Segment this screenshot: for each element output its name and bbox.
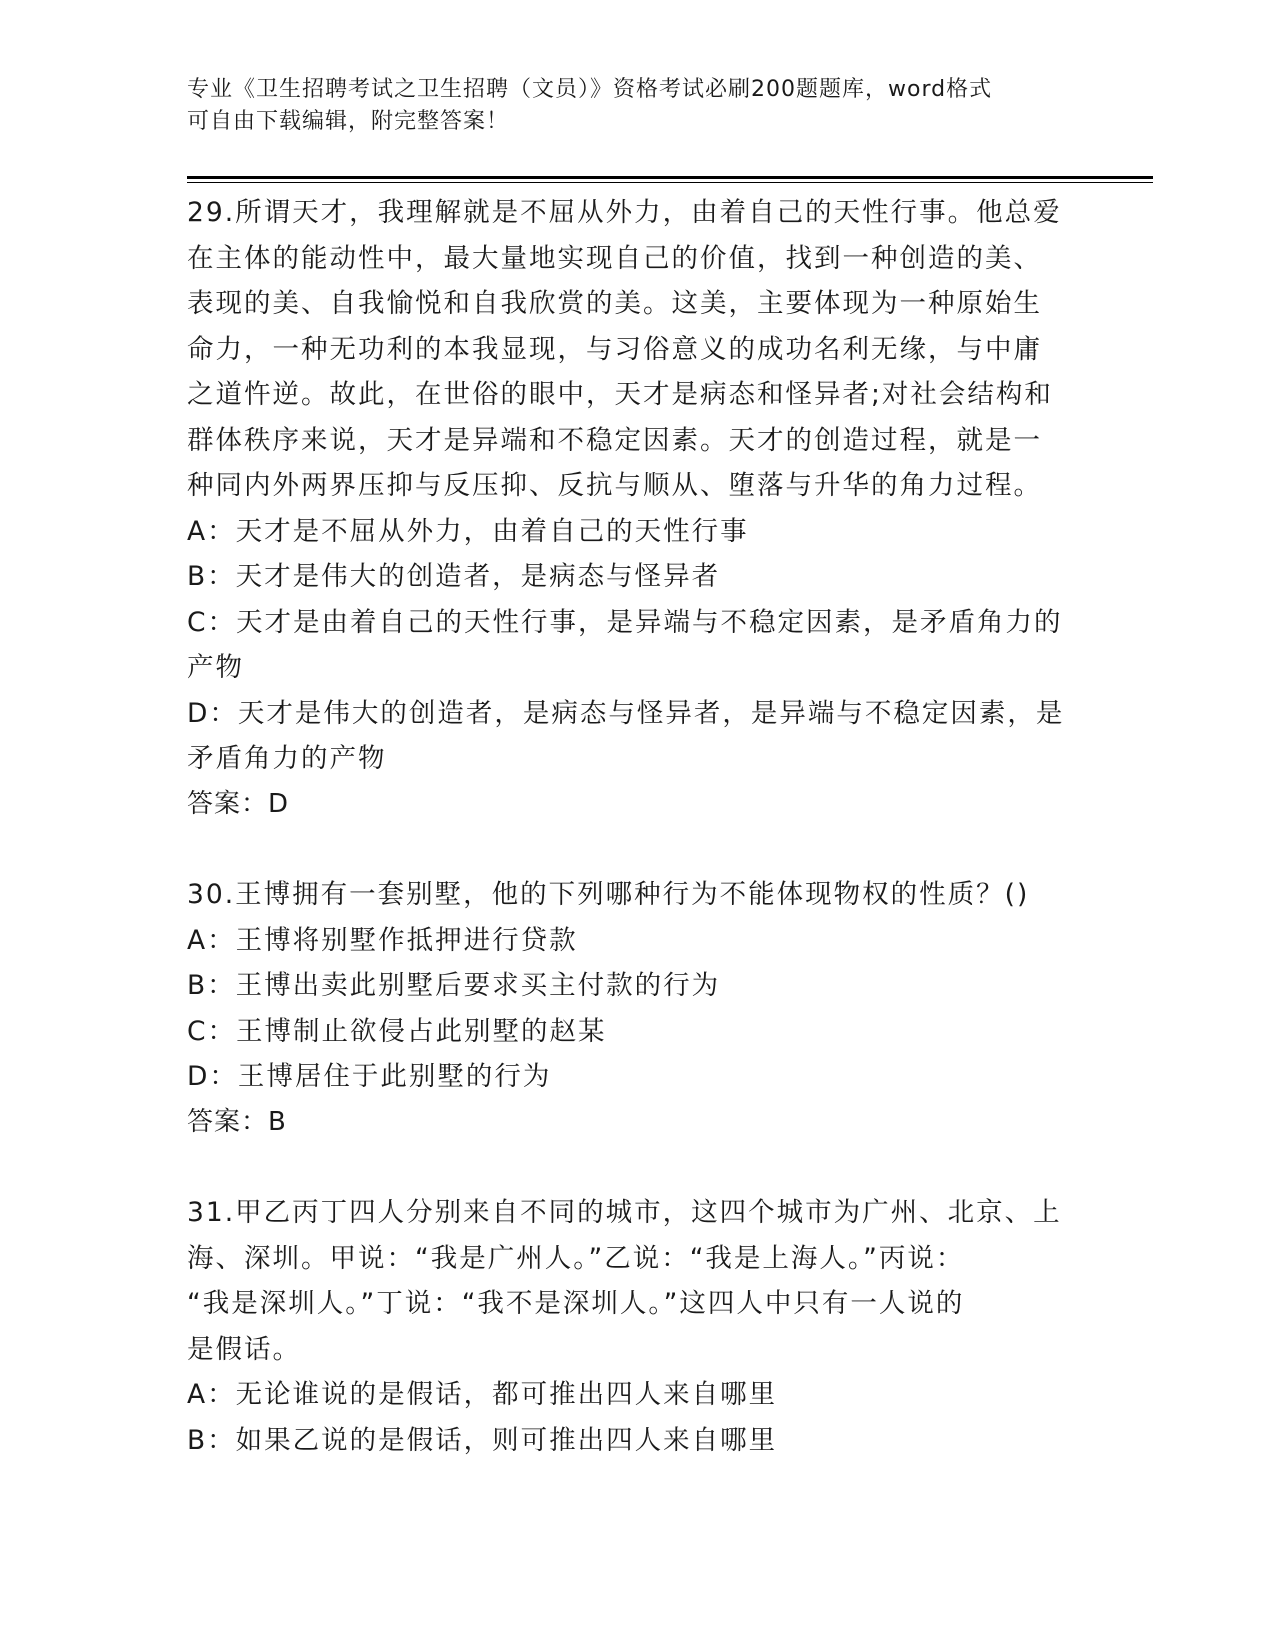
question-stem-line: 表现的美、自我愉悦和自我欣赏的美。这美，主要体现为一种原始生	[187, 288, 1042, 319]
question-stem-line: 是假话。	[187, 1333, 301, 1365]
question-stem-line: 之道忤逆。故此，在世俗的眼中，天才是病态和怪异者;对社会结构和	[187, 379, 1053, 410]
question-stem-line: “我是深圳人。”丁说：“我不是深圳人。”这四人中只有一人说的	[187, 1288, 965, 1319]
question-stem-line: 种同内外两界压抑与反压抑、反抗与顺从、堕落与升华的角力过程。	[187, 470, 1042, 501]
question-stem-line: 31.甲乙丙丁四人分别来自不同的城市，这四个城市为广州、北京、上	[187, 1197, 1062, 1228]
header-rule-thin	[187, 182, 1153, 183]
option-line: C：天才是由着自己的天性行事，是异端与不稳定因素，是矛盾角力的	[187, 606, 1063, 638]
question-31	[187, 1190, 1087, 1463]
option-line: A：王博将别墅作抵押进行贷款	[187, 924, 578, 956]
header-line: 可自由下载编辑，附完整答案！	[187, 109, 510, 134]
header-rule-thick	[187, 176, 1153, 179]
option-line: C：王博制止欲侵占此别墅的赵某	[187, 1015, 607, 1047]
question-29	[187, 190, 1087, 827]
question-stem-line: 群体秩序来说，天才是异端和不稳定因素。天才的创造过程，就是一	[187, 424, 1042, 456]
question-stem-line: 海、深圳。甲说：“我是广州人。”乙说：“我是上海人。”丙说：	[187, 1242, 965, 1274]
option-line: D：天才是伟大的创造者，是病态与怪异者，是异端与不稳定因素，是	[187, 697, 1065, 729]
option-line: B：王博出卖此别墅后要求买主付款的行为	[187, 970, 721, 1001]
answer-label: 答案：B	[187, 1106, 287, 1137]
option-line: A：天才是不屈从外力，由着自己的天性行事	[187, 515, 749, 547]
option-line: 产物	[187, 652, 244, 683]
question-list	[187, 190, 1087, 1463]
question-30	[187, 872, 1087, 1145]
question-stem-line: 30.王博拥有一套别墅，他的下列哪种行为不能体现物权的性质？()	[187, 879, 1030, 910]
option-line: D：王博居住于此别墅的行为	[187, 1061, 552, 1092]
question-spacer	[187, 827, 1087, 872]
header-line: 专业《卫生招聘考试之卫生招聘（文员）》资格考试必刷200题题库，word格式	[187, 77, 993, 102]
answer-label: 答案：D	[187, 788, 290, 819]
question-stem-line: 在主体的能动性中，最大量地实现自己的价值，找到一种创造的美、	[187, 242, 1042, 274]
question-spacer	[187, 1145, 1087, 1190]
document-header	[187, 74, 1067, 138]
option-line: B：天才是伟大的创造者，是病态与怪异者	[187, 561, 721, 592]
option-line: B：如果乙说的是假话，则可推出四人来自哪里	[187, 1424, 778, 1456]
option-line: 矛盾角力的产物	[187, 743, 387, 774]
question-stem-line: 29.所谓天才，我理解就是不屈从外力，由着自己的天性行事。他总爱	[187, 197, 1062, 228]
option-line: A：无论谁说的是假话，都可推出四人来自哪里	[187, 1379, 778, 1410]
question-stem-line: 命力，一种无功利的本我显现，与习俗意义的成功名利无缘，与中庸	[187, 333, 1042, 365]
